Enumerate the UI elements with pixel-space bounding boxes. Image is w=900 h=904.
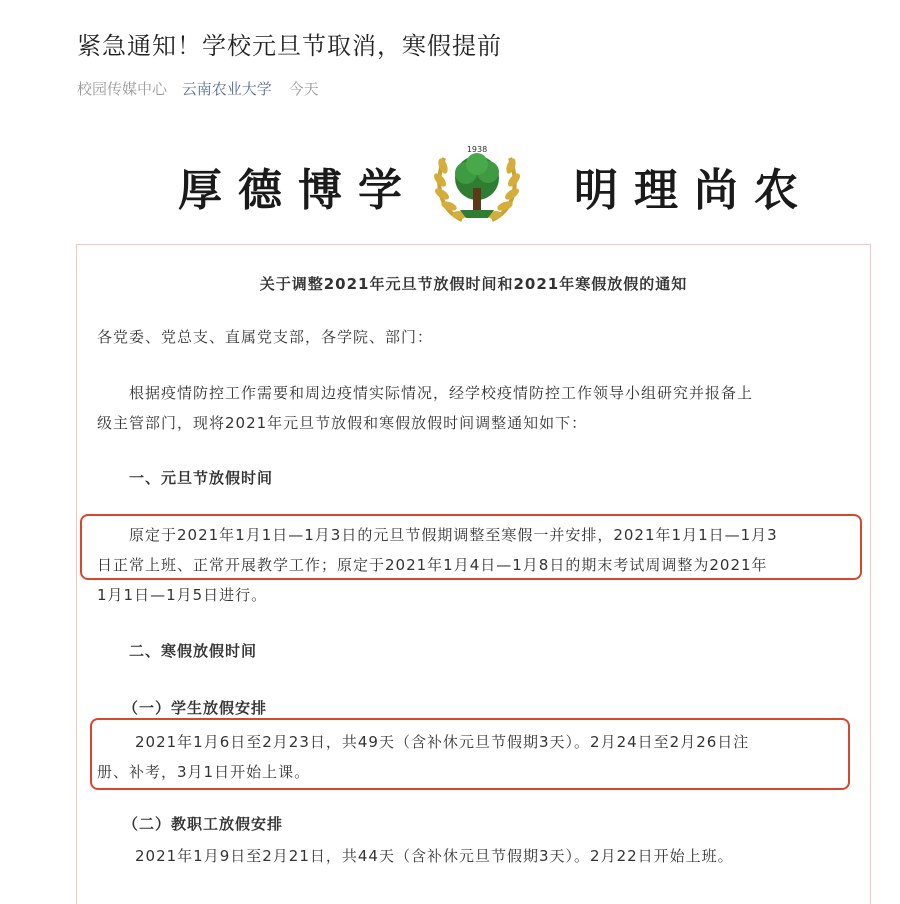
emblem-year: 1938 bbox=[466, 145, 488, 154]
staff-line-1: 2021年1月9日至2月21日，共44天（含补休元旦节假期3天）。2月22日开始上班。 bbox=[135, 847, 734, 865]
publish-date: 今天 bbox=[288, 80, 319, 98]
article-source: 校园传媒中心 bbox=[77, 80, 168, 98]
student-line-2: 册、补考，3月1日开始上课。 bbox=[97, 763, 311, 781]
highlight-box-student-schedule bbox=[90, 718, 850, 790]
student-arrangement-heading: （一）学生放假安排 bbox=[123, 699, 268, 717]
university-emblem-icon bbox=[422, 140, 532, 228]
motto-right: 明理尚农 bbox=[574, 165, 814, 216]
motto-left: 厚德博学 bbox=[178, 165, 418, 216]
motto-banner bbox=[150, 140, 814, 228]
salutation: 各党委、党总支、直属党支部，各学院、部门： bbox=[97, 328, 434, 346]
intro-line-2: 级主管部门，现将2021年元旦节放假和寒假放假时间调整通知如下： bbox=[97, 414, 588, 432]
article-meta bbox=[77, 78, 319, 99]
section-1-heading: 一、元旦节放假时间 bbox=[129, 469, 274, 487]
section-1-line-2: 日正常上班、正常开展教学工作；原定于2021年1月4日—1月8日的期末考试周调整为2021年 bbox=[97, 556, 768, 574]
notice-title: 关于调整2021年元旦节放假时间和2021年寒假放假的通知 bbox=[259, 275, 688, 293]
staff-arrangement-heading: （二）教职工放假安排 bbox=[123, 815, 284, 833]
section-1-line-1: 原定于2021年1月1日—1月3日的元旦节假期调整至寒假一并安排，2021年1月1日—1月3 bbox=[97, 526, 778, 544]
student-line-1: 2021年1月6日至2月23日，共49天（含补休元旦节假期3天）。2月24日至2月26日注 bbox=[135, 733, 750, 751]
section-2-heading: 二、寒假放假时间 bbox=[129, 642, 258, 660]
article-title: 紧急通知！学校元旦节取消，寒假提前 bbox=[77, 32, 502, 60]
intro-line-1: 根据疫情防控工作需要和周边疫情实际情况，经学校疫情防控工作领导小组研究并报备上 bbox=[97, 384, 754, 402]
section-1-line-3: 1月1日—1月5日进行。 bbox=[97, 586, 268, 604]
account-link[interactable]: 云南农业大学 bbox=[181, 80, 272, 98]
highlight-box-new-year bbox=[80, 514, 862, 580]
